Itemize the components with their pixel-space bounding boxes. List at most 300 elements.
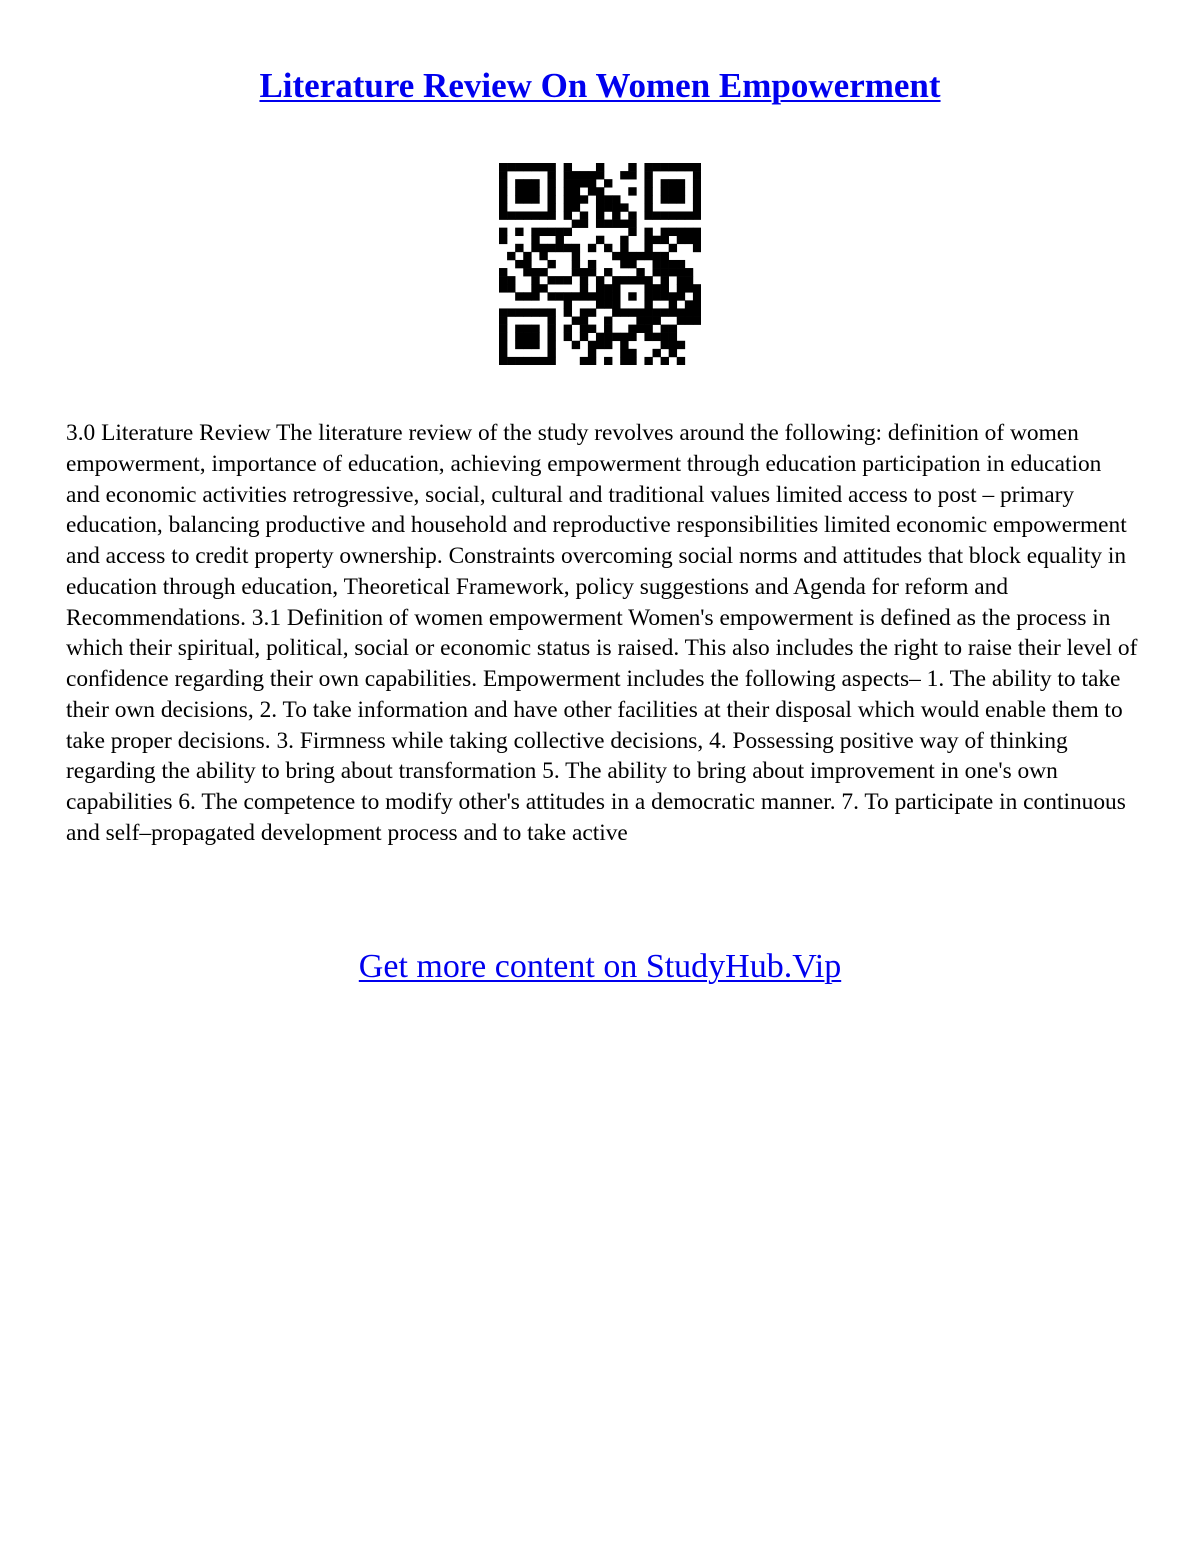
qr-module xyxy=(596,341,604,349)
qr-module xyxy=(499,228,507,236)
qr-module xyxy=(661,195,669,203)
qr-module xyxy=(685,317,693,325)
qr-module xyxy=(580,292,588,300)
qr-module xyxy=(499,163,507,171)
qr-module xyxy=(685,284,693,292)
qr-module xyxy=(661,228,669,236)
qr-module xyxy=(515,325,523,333)
qr-module xyxy=(556,228,564,236)
qr-module xyxy=(547,276,555,284)
qr-module xyxy=(588,357,596,365)
qr-module xyxy=(685,276,693,284)
qr-module xyxy=(677,268,685,276)
qr-module xyxy=(572,244,580,252)
qr-module xyxy=(499,349,507,357)
qr-module xyxy=(499,276,507,284)
qr-module xyxy=(693,317,701,325)
qr-module xyxy=(628,211,636,219)
qr-module xyxy=(588,308,596,316)
qr-module xyxy=(628,333,636,341)
qr-module xyxy=(669,195,677,203)
qr-module xyxy=(515,211,523,219)
qr-module xyxy=(515,244,523,252)
qr-module xyxy=(531,244,539,252)
qr-module xyxy=(588,244,596,252)
qr-module xyxy=(588,325,596,333)
qr-module xyxy=(580,317,588,325)
qr-module xyxy=(523,179,531,187)
qr-module xyxy=(628,276,636,284)
qr-module xyxy=(547,349,555,357)
qr-module xyxy=(580,179,588,187)
qr-module xyxy=(620,260,628,268)
qr-module xyxy=(669,179,677,187)
qr-module xyxy=(572,203,580,211)
qr-module xyxy=(564,171,572,179)
qr-module xyxy=(556,236,564,244)
qr-module xyxy=(693,195,701,203)
qr-module xyxy=(636,268,644,276)
qr-module xyxy=(499,341,507,349)
qr-module xyxy=(531,268,539,276)
qr-module xyxy=(531,357,539,365)
qr-module xyxy=(564,228,572,236)
qr-module xyxy=(580,211,588,219)
qr-module xyxy=(531,179,539,187)
qr-module xyxy=(531,325,539,333)
qr-module xyxy=(564,203,572,211)
qr-module xyxy=(661,333,669,341)
qr-module xyxy=(547,179,555,187)
qr-module xyxy=(580,357,588,365)
qr-module xyxy=(693,284,701,292)
qr-module xyxy=(580,276,588,284)
qr-module xyxy=(539,228,547,236)
qr-module xyxy=(547,317,555,325)
qr-module xyxy=(547,325,555,333)
title-link[interactable]: Literature Review On Women Empowerment xyxy=(259,66,941,105)
qr-module xyxy=(644,203,652,211)
qr-module xyxy=(547,171,555,179)
qr-module xyxy=(620,236,628,244)
qr-module xyxy=(531,228,539,236)
qr-module xyxy=(507,284,515,292)
qr-module xyxy=(653,349,661,357)
qr-module xyxy=(612,211,620,219)
qr-module xyxy=(693,244,701,252)
qr-module xyxy=(644,357,652,365)
qr-module xyxy=(596,300,604,308)
qr-module xyxy=(588,171,596,179)
qr-module xyxy=(580,325,588,333)
qr-module xyxy=(507,163,515,171)
qr-module xyxy=(531,341,539,349)
qr-module xyxy=(499,357,507,365)
qr-module xyxy=(596,195,604,203)
qr-module xyxy=(693,171,701,179)
qr-module xyxy=(661,284,669,292)
qr-module xyxy=(644,308,652,316)
qr-module xyxy=(572,179,580,187)
qr-module xyxy=(499,333,507,341)
qr-module xyxy=(515,341,523,349)
qr-module xyxy=(604,179,612,187)
qr-module xyxy=(620,203,628,211)
qr-module xyxy=(669,333,677,341)
qr-module xyxy=(661,268,669,276)
qr-module xyxy=(612,203,620,211)
qr-module xyxy=(523,187,531,195)
qr-module xyxy=(523,268,531,276)
qr-module xyxy=(507,357,515,365)
qr-module xyxy=(515,308,523,316)
qr-module xyxy=(588,187,596,195)
qr-module xyxy=(661,211,669,219)
qr-module xyxy=(499,203,507,211)
qr-module xyxy=(620,276,628,284)
qr-module xyxy=(507,252,515,260)
qr-module xyxy=(661,276,669,284)
qr-module xyxy=(588,292,596,300)
qr-module xyxy=(636,276,644,284)
qr-module xyxy=(564,187,572,195)
qr-module xyxy=(677,211,685,219)
qr-module xyxy=(644,244,652,252)
qr-module xyxy=(604,195,612,203)
qr-module xyxy=(628,292,636,300)
qr-module xyxy=(572,171,580,179)
qr-module xyxy=(547,163,555,171)
qr-module xyxy=(661,163,669,171)
qr-module xyxy=(564,211,572,219)
qr-module xyxy=(580,308,588,316)
qr-module xyxy=(596,333,604,341)
qr-module xyxy=(499,268,507,276)
qr-module xyxy=(515,228,523,236)
qr-module xyxy=(564,244,572,252)
qr-module xyxy=(677,276,685,284)
qr-module xyxy=(515,163,523,171)
qr-module xyxy=(523,260,531,268)
qr-module xyxy=(612,300,620,308)
qr-module xyxy=(661,357,669,365)
qr-module xyxy=(572,260,580,268)
qr-module xyxy=(547,333,555,341)
body-paragraph: 3.0 Literature Review The literature review of the study revolves around the following: definition of women empowerment, importance of education, achieving empowerment through education participation in education and economic activities retrogressive, social, cultural and traditional values limited access to post – primary education, balancing productive and household and reproductive responsibilities limited economic empowerment and access to credit property ownership. Constraints overcoming social norms and attitudes that block equality in education through education, Theoretical Framework, policy suggestions and Agenda for reform and Recommendations. 3.1 Definition of women empowerment Women's empowerment is defined as the process in which their spiritual, political, social or economic status is raised. This also includes the right to raise their level of confidence regarding their own capabilities. Empowerment includes the following aspects– 1. The ability to take their own decisions, 2. To take information and have other facilities at their disposal which would enable them to take proper decisions. 3. Firmness while taking collective decisions, 4. Possessing positive way of thinking regarding the ability to bring about transformation 5. The ability to bring about improvement in one's own capabilities 6. The competence to modify other's attitudes in a democratic manner. 7. To participate in continuous and self–propagated development process and to take active xyxy=(66,420,1138,846)
qr-module xyxy=(499,317,507,325)
qr-module xyxy=(620,308,628,316)
qr-module xyxy=(693,228,701,236)
qr-module xyxy=(523,341,531,349)
qr-module xyxy=(515,179,523,187)
qr-module xyxy=(612,308,620,316)
qr-module xyxy=(677,228,685,236)
qr-module xyxy=(604,220,612,228)
qr-module xyxy=(644,300,652,308)
qr-module xyxy=(653,308,661,316)
qr-module xyxy=(604,325,612,333)
qr-module xyxy=(653,333,661,341)
qr-module xyxy=(564,300,572,308)
qr-module xyxy=(499,284,507,292)
qr-module xyxy=(580,268,588,276)
more-content-link[interactable]: Get more content on StudyHub.Vip xyxy=(358,948,842,985)
qr-module xyxy=(653,252,661,260)
qr-module xyxy=(612,195,620,203)
qr-module xyxy=(523,252,531,260)
qr-module xyxy=(572,292,580,300)
qr-module xyxy=(644,252,652,260)
qr-module xyxy=(669,163,677,171)
qr-module xyxy=(539,211,547,219)
qr-module xyxy=(677,163,685,171)
qr-module xyxy=(620,333,628,341)
qr-module xyxy=(677,357,685,365)
qr-module xyxy=(564,163,572,171)
qr-module xyxy=(523,325,531,333)
qr-module xyxy=(531,292,539,300)
qr-module xyxy=(531,195,539,203)
qr-module xyxy=(547,195,555,203)
qr-module xyxy=(612,220,620,228)
qr-module xyxy=(677,179,685,187)
qr-module xyxy=(523,308,531,316)
qr-module xyxy=(596,187,604,195)
qr-code-graphic xyxy=(499,163,701,365)
qr-module xyxy=(499,325,507,333)
qr-module xyxy=(556,244,564,252)
qr-module xyxy=(604,333,612,341)
qr-module xyxy=(580,220,588,228)
qr-module xyxy=(547,203,555,211)
qr-module xyxy=(644,171,652,179)
qr-module xyxy=(604,292,612,300)
qr-module xyxy=(596,236,604,244)
qr-module xyxy=(604,268,612,276)
qr-module xyxy=(547,357,555,365)
qr-module xyxy=(515,333,523,341)
qr-module xyxy=(653,260,661,268)
qr-module xyxy=(644,228,652,236)
qr-module xyxy=(685,308,693,316)
qr-module xyxy=(572,252,580,260)
qr-module xyxy=(669,349,677,357)
qr-module xyxy=(661,187,669,195)
qr-module xyxy=(677,308,685,316)
qr-module xyxy=(547,244,555,252)
qr-module xyxy=(604,203,612,211)
qr-module xyxy=(507,211,515,219)
qr-module xyxy=(653,211,661,219)
qr-module xyxy=(564,325,572,333)
qr-module xyxy=(644,276,652,284)
qr-module xyxy=(523,357,531,365)
qr-module xyxy=(628,357,636,365)
qr-module xyxy=(564,195,572,203)
qr-module xyxy=(669,341,677,349)
qr-module xyxy=(572,317,580,325)
qr-module xyxy=(523,163,531,171)
qr-module xyxy=(612,292,620,300)
qr-module xyxy=(539,357,547,365)
qr-module xyxy=(636,252,644,260)
qr-module xyxy=(661,260,669,268)
qr-module xyxy=(556,292,564,300)
qr-module xyxy=(539,284,547,292)
qr-module xyxy=(644,179,652,187)
qr-module xyxy=(507,276,515,284)
qr-module xyxy=(669,325,677,333)
qr-module xyxy=(693,179,701,187)
qr-module xyxy=(693,211,701,219)
qr-module xyxy=(499,308,507,316)
qr-module xyxy=(604,341,612,349)
qr-module xyxy=(628,187,636,195)
qr-module xyxy=(531,333,539,341)
qr-module xyxy=(693,163,701,171)
qr-module xyxy=(693,300,701,308)
qr-module xyxy=(693,308,701,316)
qr-module xyxy=(547,292,555,300)
qr-module xyxy=(564,179,572,187)
qr-module xyxy=(620,341,628,349)
qr-module xyxy=(685,228,693,236)
qr-module xyxy=(547,187,555,195)
qr-module xyxy=(588,268,596,276)
qr-module xyxy=(604,300,612,308)
qr-module xyxy=(685,268,693,276)
qr-module xyxy=(669,268,677,276)
qr-module xyxy=(693,187,701,195)
qr-module xyxy=(644,211,652,219)
qr-module xyxy=(499,187,507,195)
qr-module xyxy=(588,341,596,349)
qr-module xyxy=(661,341,669,349)
qr-module xyxy=(653,317,661,325)
qr-module xyxy=(547,211,555,219)
qr-module xyxy=(644,284,652,292)
qr-module xyxy=(539,252,547,260)
qr-module xyxy=(604,317,612,325)
qr-module xyxy=(669,211,677,219)
qr-module xyxy=(628,260,636,268)
qr-module xyxy=(677,292,685,300)
qr-module xyxy=(636,317,644,325)
qr-module xyxy=(547,228,555,236)
qr-module xyxy=(669,308,677,316)
qr-module xyxy=(628,349,636,357)
qr-module xyxy=(499,211,507,219)
qr-module xyxy=(588,260,596,268)
qr-module xyxy=(628,228,636,236)
qr-module xyxy=(644,163,652,171)
qr-module xyxy=(677,236,685,244)
qr-module xyxy=(531,187,539,195)
qr-module xyxy=(523,292,531,300)
qr-module xyxy=(564,276,572,284)
qr-module xyxy=(644,187,652,195)
qr-module xyxy=(669,300,677,308)
qr-module xyxy=(661,236,669,244)
qr-module xyxy=(628,171,636,179)
qr-module xyxy=(580,333,588,341)
qr-module xyxy=(531,236,539,244)
qr-module xyxy=(523,195,531,203)
qr-module xyxy=(539,244,547,252)
qr-module xyxy=(628,308,636,316)
qr-module xyxy=(661,292,669,300)
qr-module xyxy=(572,341,580,349)
qr-module xyxy=(620,171,628,179)
qr-module xyxy=(556,276,564,284)
qr-module xyxy=(564,308,572,316)
qr-module xyxy=(539,268,547,276)
qr-module xyxy=(661,179,669,187)
qr-module xyxy=(572,195,580,203)
qr-module xyxy=(507,308,515,316)
qr-module xyxy=(612,252,620,260)
qr-module xyxy=(531,284,539,292)
qr-module xyxy=(612,276,620,284)
qr-module xyxy=(572,268,580,276)
qr-module xyxy=(604,244,612,252)
qr-module xyxy=(515,357,523,365)
qr-module xyxy=(628,252,636,260)
qr-module xyxy=(644,333,652,341)
qr-module xyxy=(620,220,628,228)
qr-module xyxy=(523,211,531,219)
qr-module xyxy=(596,211,604,219)
qr-module xyxy=(515,187,523,195)
qr-module xyxy=(636,308,644,316)
qr-module xyxy=(596,284,604,292)
qr-module xyxy=(572,220,580,228)
qr-module xyxy=(580,195,588,203)
qr-module xyxy=(572,187,580,195)
qr-module xyxy=(612,333,620,341)
qr-module xyxy=(620,252,628,260)
qr-module xyxy=(580,171,588,179)
more-content-link-wrapper xyxy=(0,944,1200,990)
qr-module xyxy=(677,284,685,292)
qr-module xyxy=(661,252,669,260)
qr-module xyxy=(661,325,669,333)
qr-module xyxy=(596,292,604,300)
qr-module xyxy=(669,187,677,195)
qr-module xyxy=(515,260,523,268)
qr-module xyxy=(644,195,652,203)
qr-module xyxy=(677,317,685,325)
qr-module xyxy=(636,325,644,333)
qr-module xyxy=(515,195,523,203)
qr-module xyxy=(531,211,539,219)
qr-module xyxy=(653,236,661,244)
qr-module xyxy=(564,333,572,341)
qr-module xyxy=(564,292,572,300)
qr-module xyxy=(669,228,677,236)
qr-module xyxy=(547,308,555,316)
qr-module xyxy=(523,333,531,341)
qr-module xyxy=(620,357,628,365)
qr-module xyxy=(628,325,636,333)
qr-module xyxy=(515,292,523,300)
qr-module xyxy=(693,203,701,211)
qr-module xyxy=(499,171,507,179)
qr-module xyxy=(653,163,661,171)
qr-module xyxy=(644,292,652,300)
qr-module xyxy=(499,195,507,203)
qr-module xyxy=(531,163,539,171)
